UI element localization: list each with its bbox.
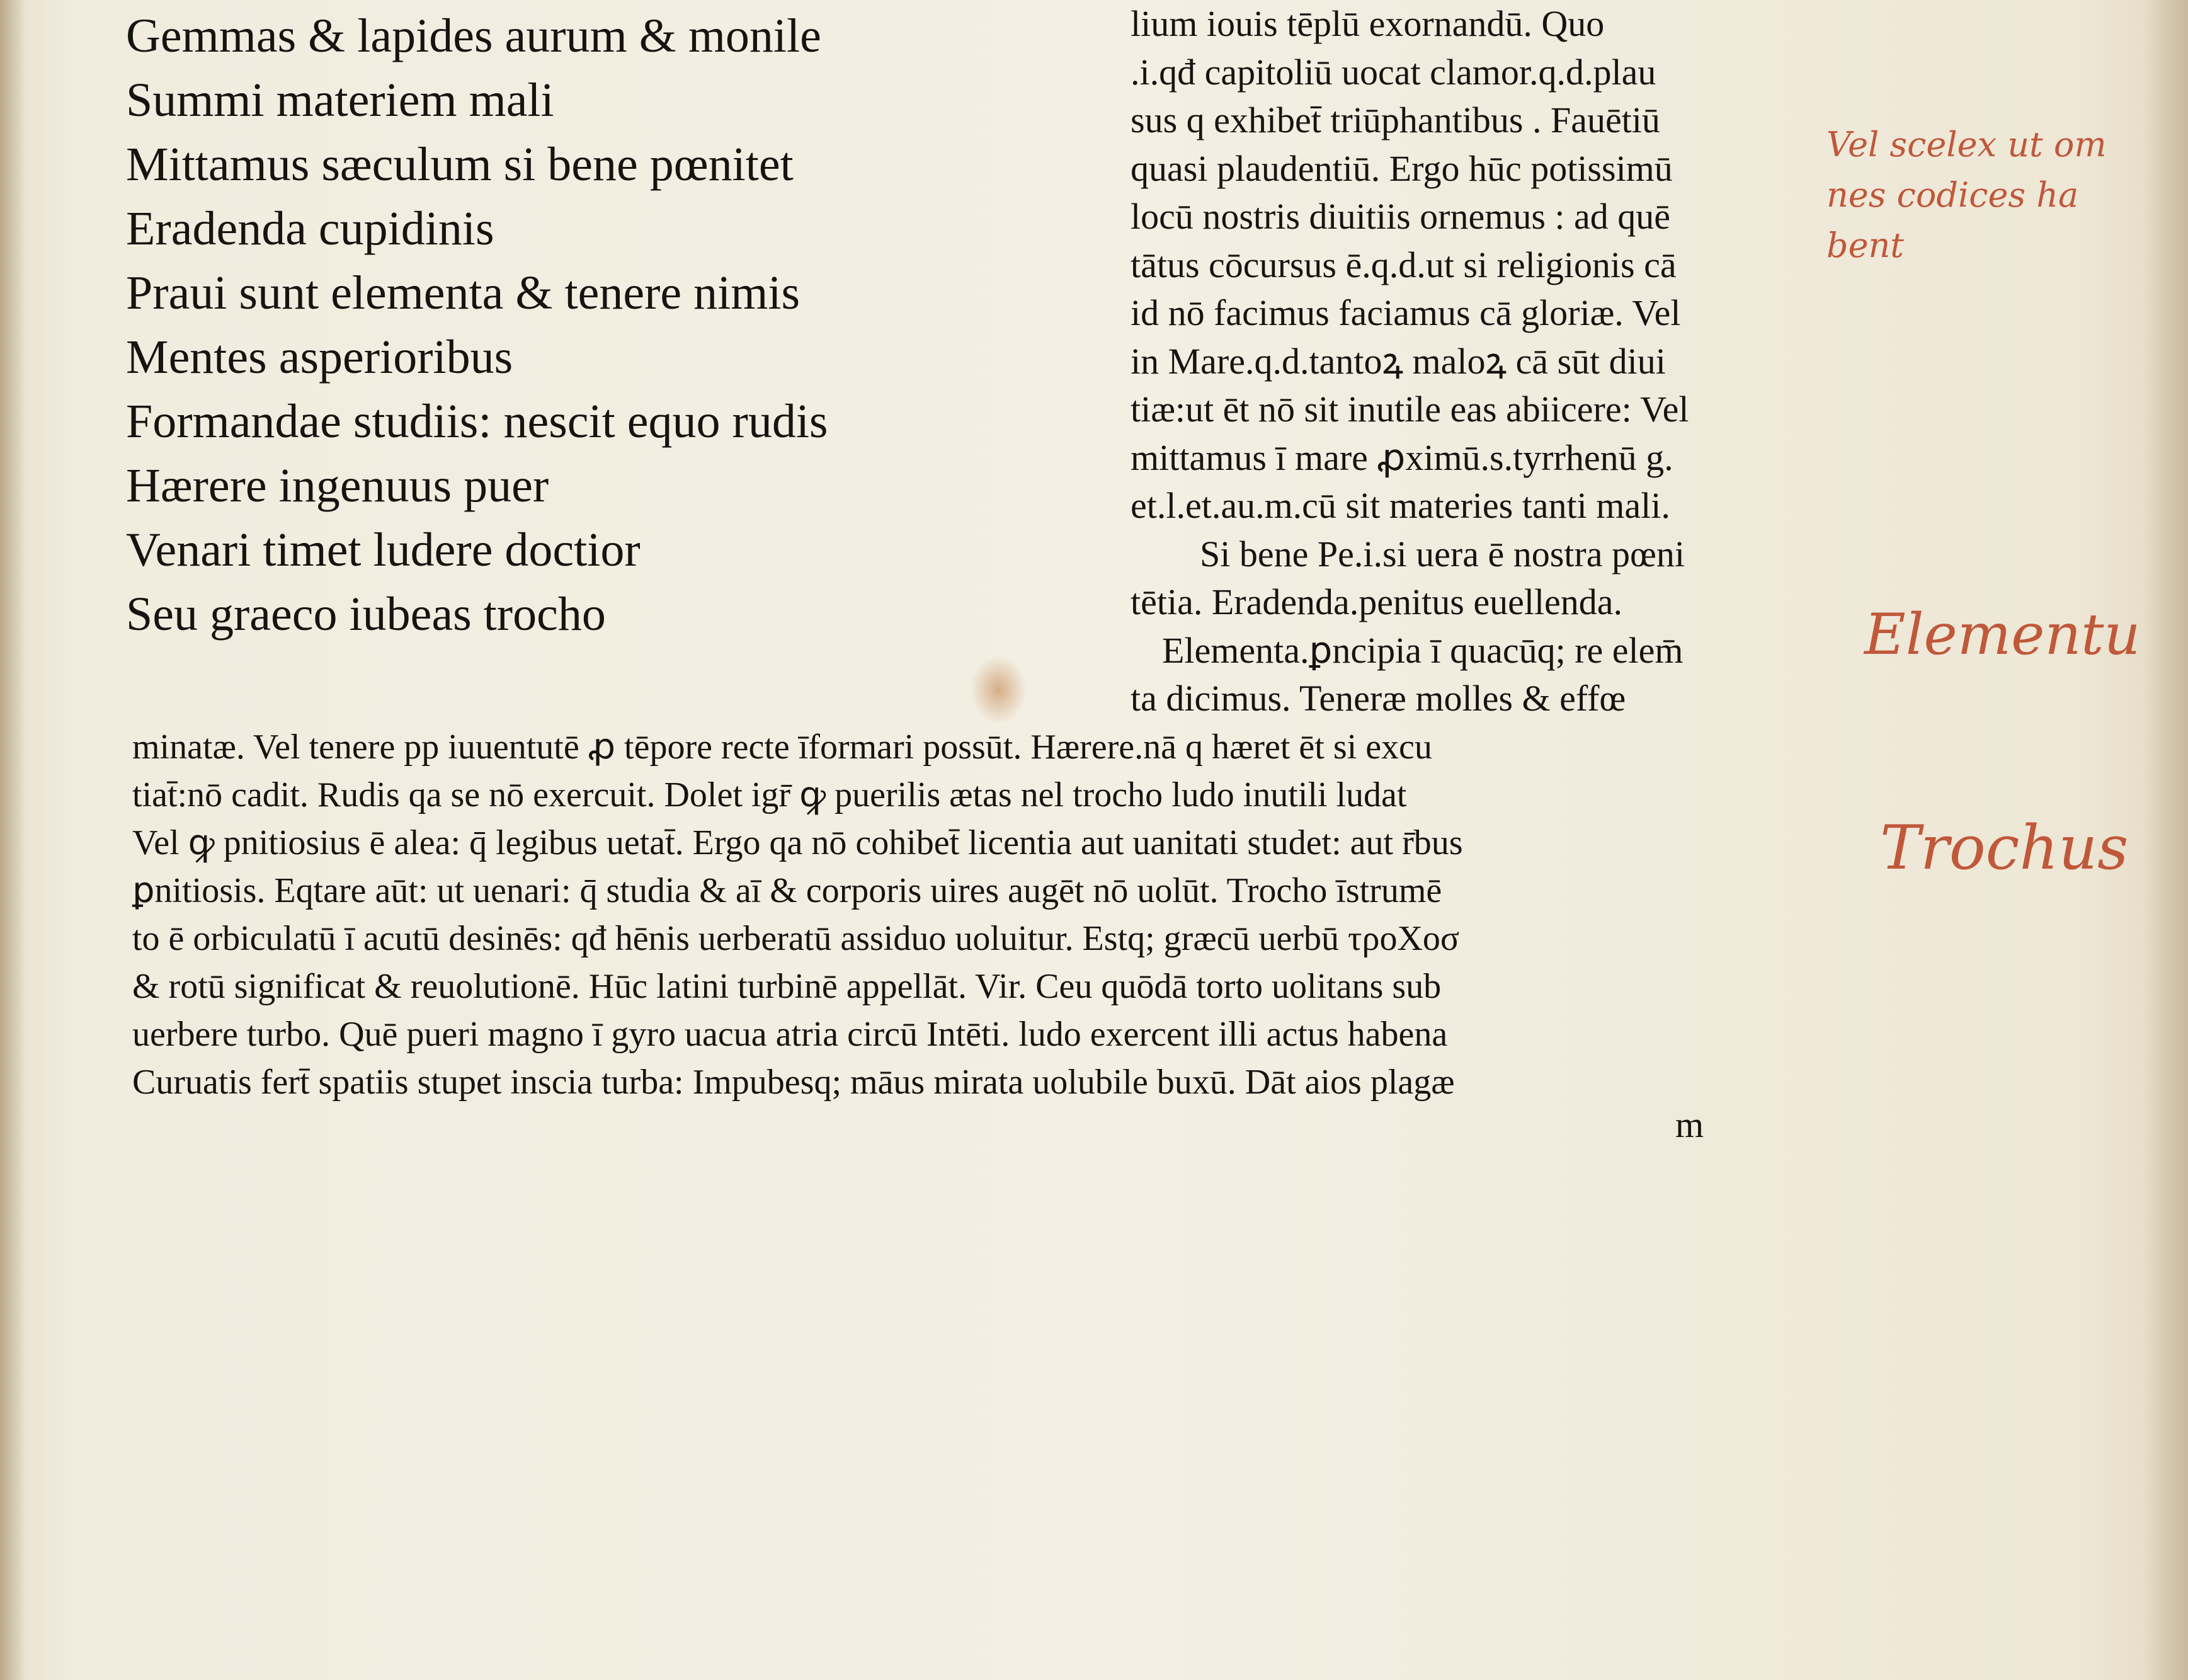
commentary-line: tiat̄:nō cadit. Rudis qa se nō exercuit. Dolet igr̄ ꝙ puerilis ætas nel trocho ludo inutili ludat bbox=[132, 775, 1407, 814]
marginal-note-line: bent bbox=[1826, 226, 1905, 265]
commentary-line: Si bene Pe.i.si uera ē nostra pœni bbox=[1200, 533, 1685, 574]
commentary-line: uerbere turbo. Quē pueri magno ī gyro uacua atria circū Intēti. ludo exercent illi actus habena bbox=[132, 1015, 1448, 1054]
verse-line: Eradenda cupidinis bbox=[126, 202, 494, 255]
verse-column bbox=[126, 4, 828, 646]
page-edge-shadow bbox=[2144, 0, 2188, 1680]
commentary-line: Elementa.ꝑncipia ī quacūq; re elem̄ bbox=[1162, 629, 1684, 671]
marginal-note-line: nes codices ha bbox=[1826, 175, 2079, 215]
marginal-note: Elementu bbox=[1864, 602, 2141, 668]
commentary-column bbox=[1131, 0, 1689, 723]
commentary-line: sus q exhibet̄ triūphantibus . Fauētiū bbox=[1131, 100, 1660, 140]
verse-line: Formandae studiis: nescit equo rudis bbox=[126, 395, 828, 448]
commentary-line: ꝑnitiosis. Eqtare aūt: ut uenari: q̄ studia & aī & corporis uires augēt nō uolūt. Trocho īstrumē bbox=[132, 871, 1442, 910]
marginal-note-line: Vel scelex ut om bbox=[1826, 125, 2107, 164]
commentary-line: lium iouis tēplū exornandū. Quo bbox=[1131, 3, 1605, 44]
verse-line: Seu graeco iubeas trocho bbox=[126, 588, 606, 641]
ink-stain bbox=[970, 655, 1027, 724]
full-width-commentary bbox=[132, 723, 1463, 1106]
commentary-line: in Mare.q.d.tantoꝝ maloꝝ cā sūt diui bbox=[1131, 340, 1666, 382]
verse-line: Summi materiem mali bbox=[126, 74, 554, 127]
commentary-line: tētia. Eradenda.penitus euellenda. bbox=[1131, 581, 1623, 622]
verse-line: Praui sunt elementa & tenere nimis bbox=[126, 266, 801, 319]
verse-line: Hærere ingenuus puer bbox=[126, 459, 549, 512]
marginal-note: Trochus bbox=[1880, 813, 2129, 883]
commentary-line: Curuatis fert̄ spatiis stupet inscia turba: Impubesq; māus mirata uolubile buxū. Dāt aios plagæ bbox=[132, 1063, 1455, 1102]
commentary-line: Vel ꝙ pnitiosius ē alea: q̄ legibus uetat̄. Ergo qa nō cohibet̄ licentia aut uanitati studet: aut r̄bus bbox=[132, 823, 1463, 862]
commentary-line: tiæ:ut ēt nō sit inutile eas abiicere: Vel bbox=[1131, 389, 1689, 430]
commentary-line: quasi plaudentiū. Ergo hūc potissimū bbox=[1131, 147, 1673, 189]
binding-shadow bbox=[0, 0, 25, 1680]
commentary-line: ta dicimus. Teneræ molles & effœ bbox=[1131, 678, 1626, 719]
verse-line: Mittamus sæculum si bene pœnitet bbox=[126, 138, 794, 191]
commentary-line: et.l.et.au.m.cū sit materies tanti mali. bbox=[1131, 485, 1670, 526]
commentary-line: tātus cōcursus ē.q.d.ut si religionis cā bbox=[1131, 244, 1677, 285]
commentary-line: locū nostris diuitiis ornemus : ad quē bbox=[1131, 196, 1671, 237]
commentary-line: & rotū significat & reuolutionē. Hūc latini turbinē appellāt. Vir. Ceu quōdā torto uolitans sub bbox=[132, 967, 1442, 1006]
signature-mark: m bbox=[1675, 1104, 1704, 1145]
marginal-note bbox=[1826, 120, 2107, 271]
commentary-line: mittamus ī mare ꝓximū.s.tyrrhenū g. bbox=[1131, 437, 1673, 478]
commentary-line: .i.qđ capitoliū uocat clamor.q.d.plau bbox=[1131, 51, 1656, 93]
verse-line: Mentes asperioribus bbox=[126, 331, 513, 384]
commentary-line: minatæ. Vel tenere pp iuuentutē ꝓ tēpore recte īformari possūt. Hærere.nā q hæret ēt si excu bbox=[132, 728, 1432, 767]
commentary-line: to ē orbiculatū ī acutū desinēs: qđ hēnis uerberatū assiduo uoluitur. Estq; græcū uerbū τροΧοσ bbox=[132, 919, 1460, 958]
verse-line: Gemmas & lapides aurum & monile bbox=[126, 9, 821, 62]
verse-line: Venari timet ludere doctior bbox=[126, 523, 641, 576]
commentary-line: id nō facimus faciamus cā gloriæ. Vel bbox=[1131, 292, 1681, 333]
